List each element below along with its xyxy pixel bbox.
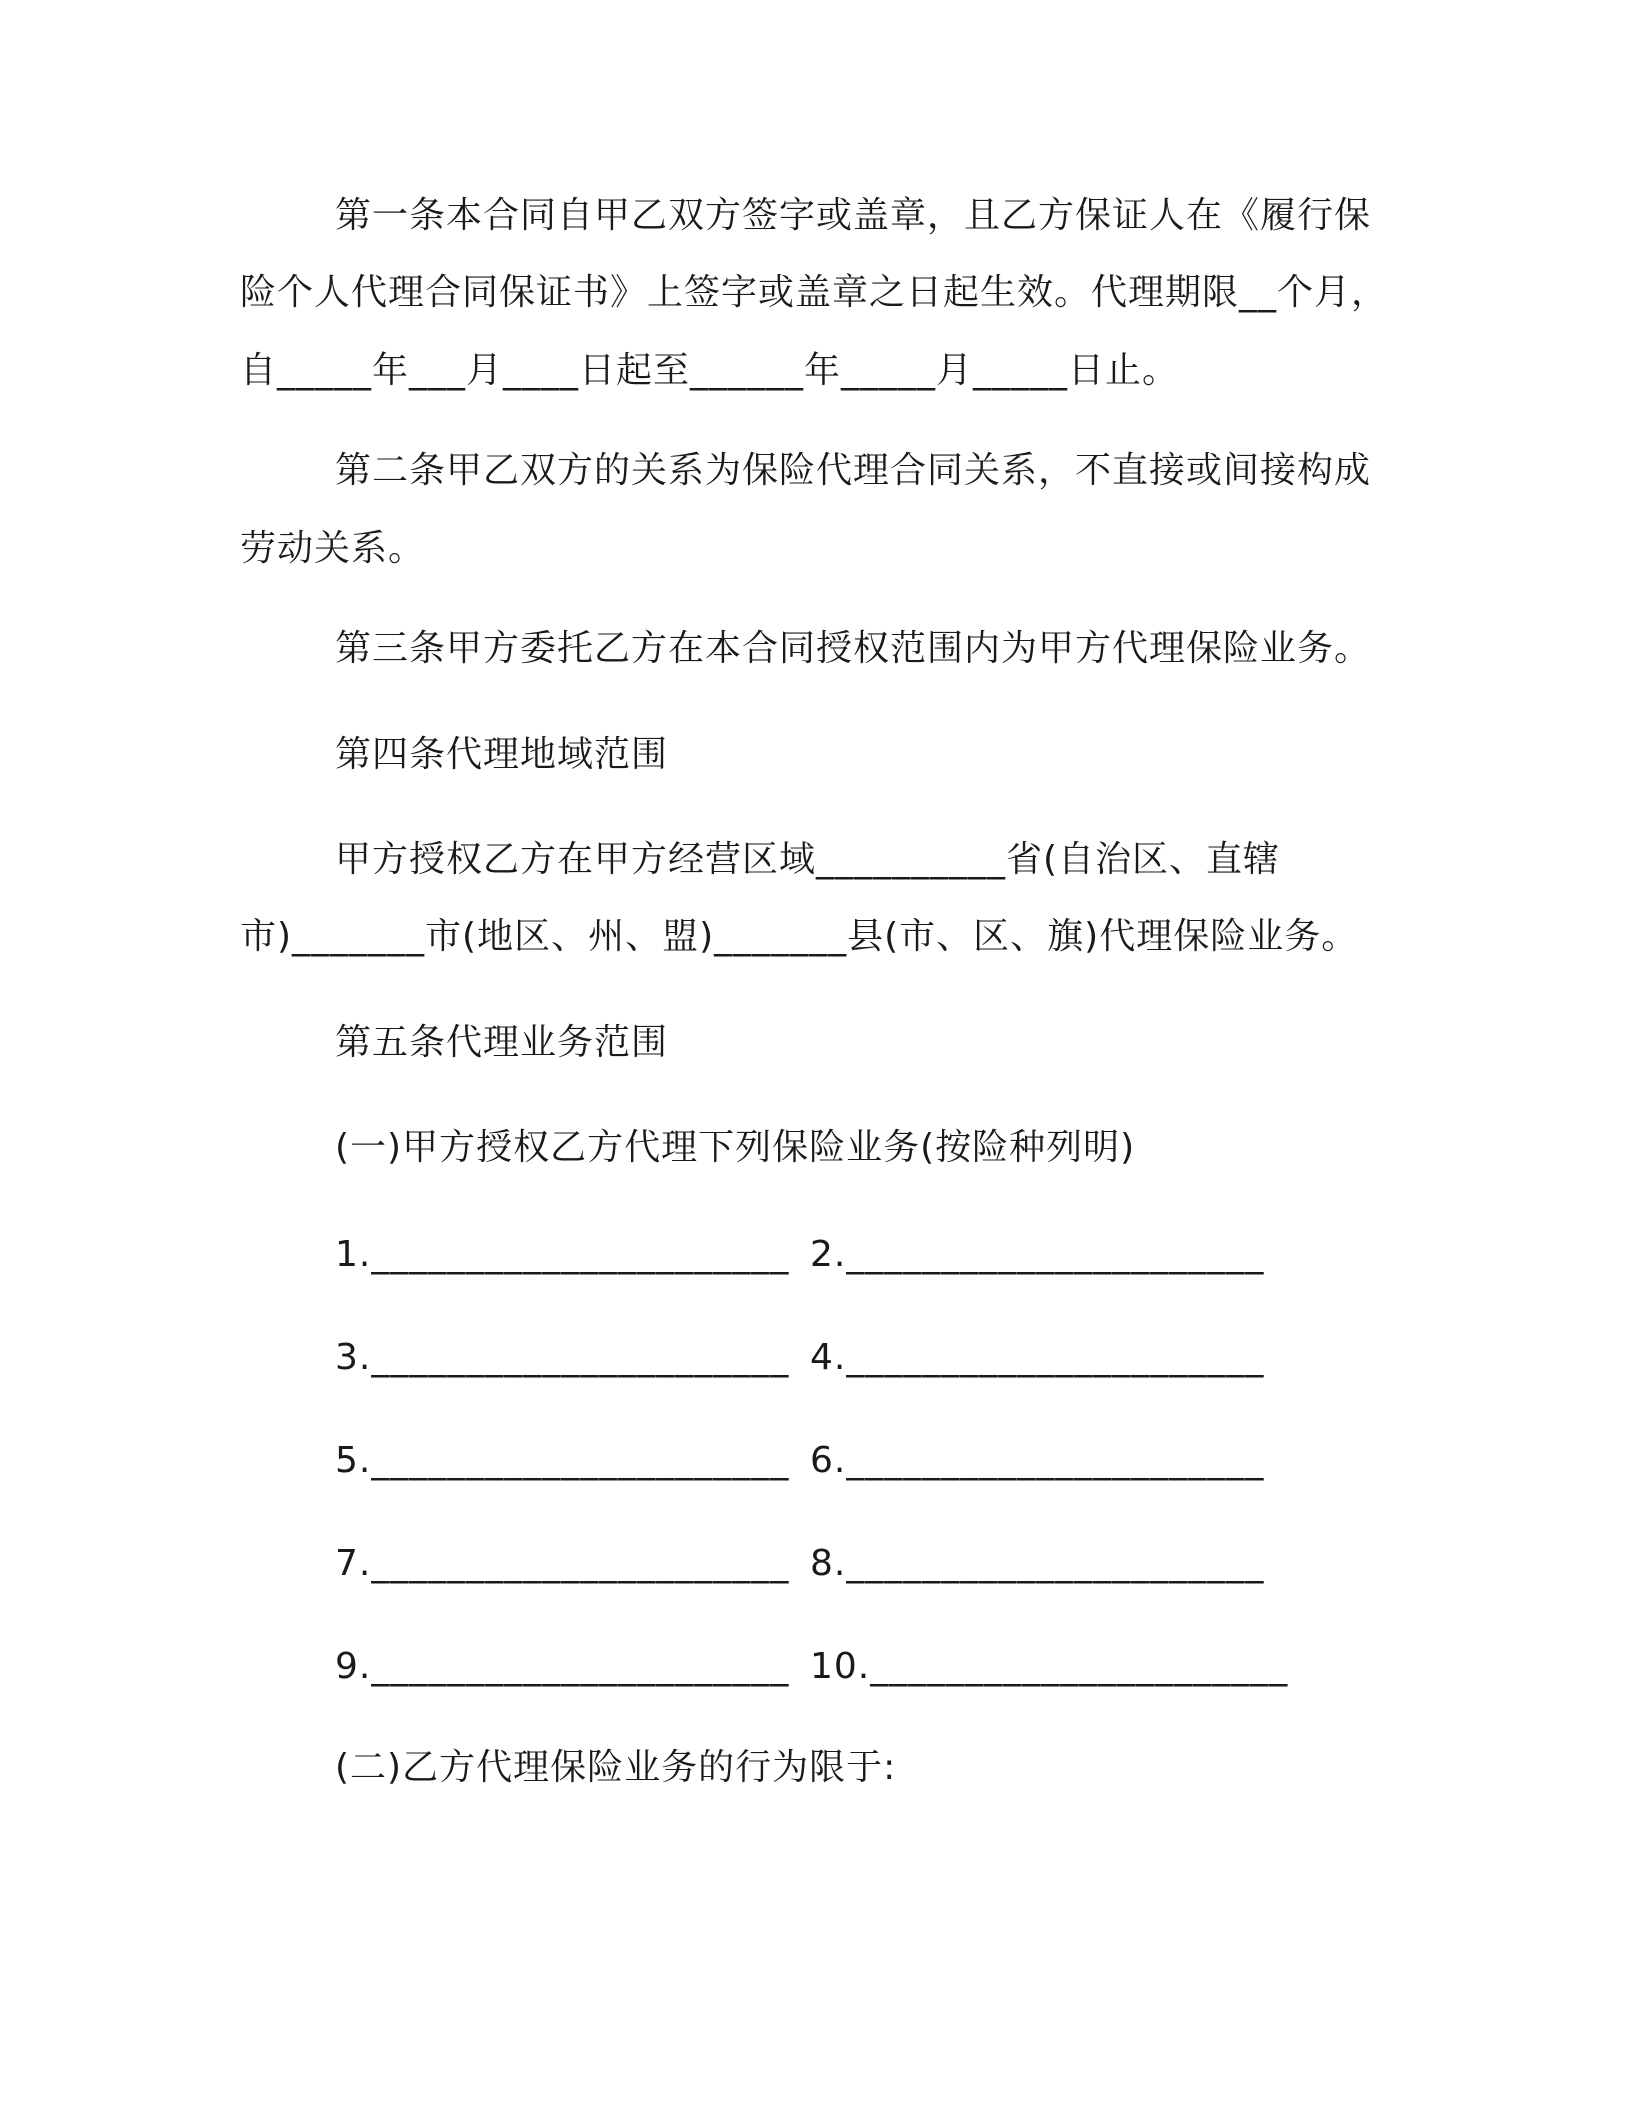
- list-item: 5.______________________: [335, 1440, 790, 1481]
- article5-sub2: (二)乙方代理保险业务的行为限于:: [335, 1747, 897, 1788]
- list-item: 2.______________________: [810, 1234, 1265, 1275]
- article4-line2: 市)_______市(地区、州、盟)_______县(市、区、旗)代理保险业务。: [240, 916, 1359, 957]
- article2-line2: 劳动关系。: [240, 528, 426, 569]
- article5-title: 第五条代理业务范围: [335, 1022, 669, 1063]
- list-item: 10.______________________: [810, 1646, 1289, 1687]
- article4-line1: 甲方授权乙方在甲方经营区域__________省(自治区、直辖: [335, 839, 1281, 880]
- list-item: 3.______________________: [335, 1337, 790, 1378]
- list-item: 1.______________________: [335, 1234, 790, 1275]
- article2-line1: 第二条甲乙双方的关系为保险代理合同关系，不直接或间接构成: [335, 450, 1372, 491]
- list-item: 4.______________________: [810, 1337, 1265, 1378]
- article4-title: 第四条代理地域范围: [335, 734, 669, 775]
- article3-line1: 第三条甲方委托乙方在本合同授权范围内为甲方代理保险业务。: [335, 628, 1372, 669]
- list-item: 8.______________________: [810, 1543, 1265, 1584]
- list-item: 7.______________________: [335, 1543, 790, 1584]
- list-item: 6.______________________: [810, 1440, 1265, 1481]
- article1-line3: 自_____年___月____日起至______年_____月_____日止。: [240, 350, 1180, 391]
- article1-line1: 第一条本合同自甲乙双方签字或盖章，且乙方保证人在《履行保: [335, 195, 1372, 236]
- article1-line2: 险个人代理合同保证书》上签字或盖章之日起生效。代理期限__个月，: [240, 272, 1389, 313]
- article5-sub1: (一)甲方授权乙方代理下列保险业务(按险种列明): [335, 1127, 1136, 1168]
- list-item: 9.______________________: [335, 1646, 790, 1687]
